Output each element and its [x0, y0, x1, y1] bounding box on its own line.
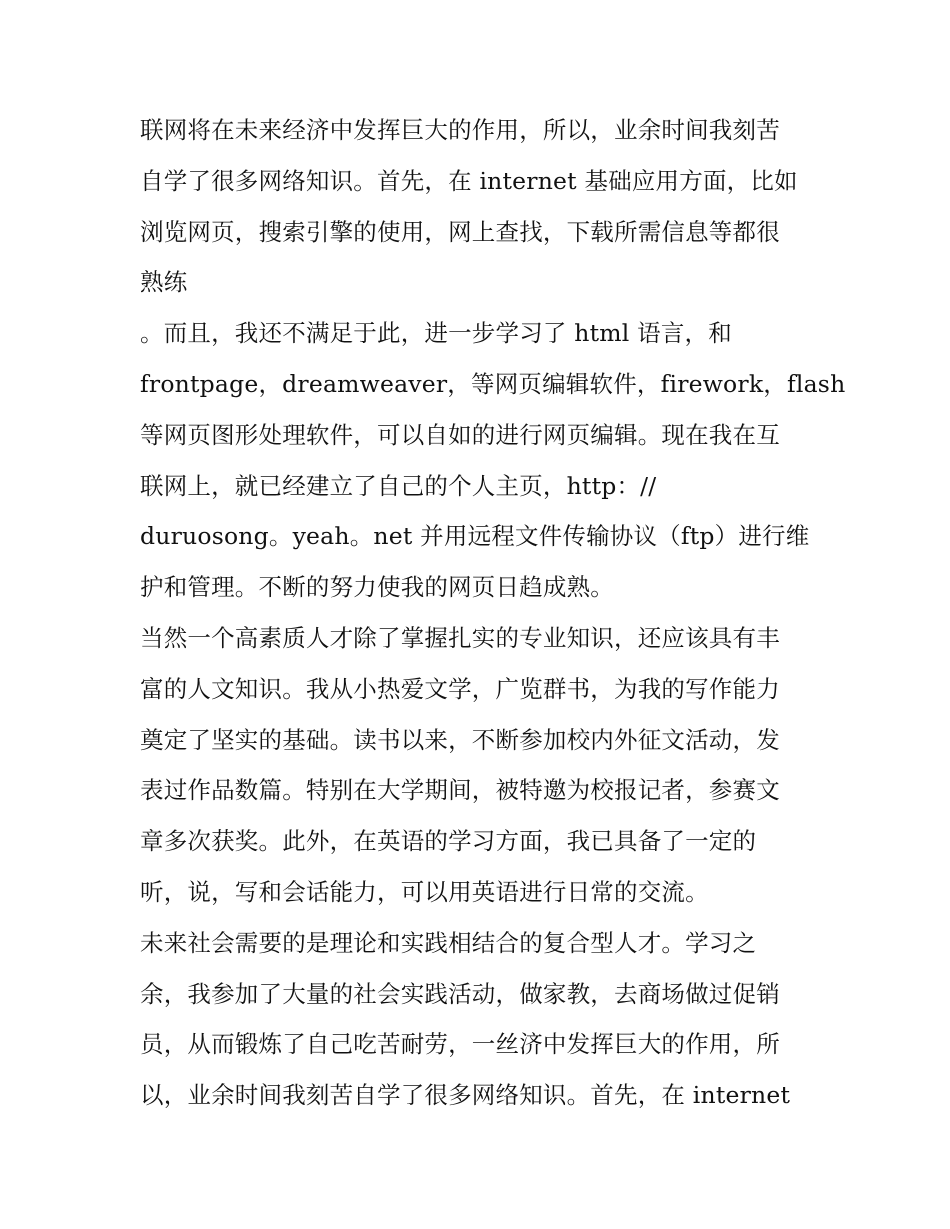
- text-line: 员，从而锻炼了自己吃苦耐劳，一丝济中发挥巨大的作用，所: [140, 1030, 780, 1059]
- text-line: 富的人文知识。我从小热爱文学，广览群书，为我的写作能力: [140, 674, 780, 703]
- text-line: 表过作品数篇。特别在大学期间，被特邀为校报记者，参赛文: [140, 776, 780, 805]
- text-line: 联网上，就已经建立了自己的个人主页，http：//: [140, 471, 657, 500]
- text-line: 听，说，写和会话能力，可以用英语进行日常的交流。: [140, 877, 709, 906]
- text-line: 奠定了坚实的基础。读书以来，不断参加校内外征文活动，发: [140, 725, 780, 754]
- text-line: 当然一个高素质人才除了掌握扎实的专业知识，还应该具有丰: [140, 623, 780, 652]
- text-line: 未来社会需要的是理论和实践相结合的复合型人才。学习之: [140, 928, 757, 957]
- text-line: 余，我参加了大量的社会实践活动，做家教，去商场做过促销: [140, 979, 780, 1008]
- text-line: 护和管理。不断的努力使我的网页日趋成熟。: [140, 573, 614, 602]
- text-line: 浏览网页，搜索引擎的使用，网上查找，下载所需信息等都很: [140, 217, 780, 246]
- text-line: frontpage，dreamweaver，等网页编辑软件，firework，flash: [140, 369, 846, 398]
- text-line: 以，业余时间我刻苦自学了很多网络知识。首先，在 internet: [140, 1081, 791, 1110]
- body-text: [140, 105, 846, 1121]
- text-line: duruosong。yeah。net 并用远程文件传输协议（ftp）进行维: [140, 522, 810, 551]
- text-line: 等网页图形处理软件，可以自如的进行网页编辑。现在我在互: [140, 420, 780, 449]
- text-line: 自学了很多网络知识。首先，在 internet 基础应用方面，比如: [140, 166, 798, 195]
- text-line: 联网将在未来经济中发挥巨大的作用，所以，业余时间我刻苦: [140, 116, 780, 144]
- text-line: 熟练: [140, 268, 188, 297]
- text-line: 。而且，我还不满足于此，进一步学习了 html 语言，和: [140, 319, 732, 348]
- text-line: 章多次获奖。此外，在英语的学习方面，我已具备了一定的: [140, 827, 757, 856]
